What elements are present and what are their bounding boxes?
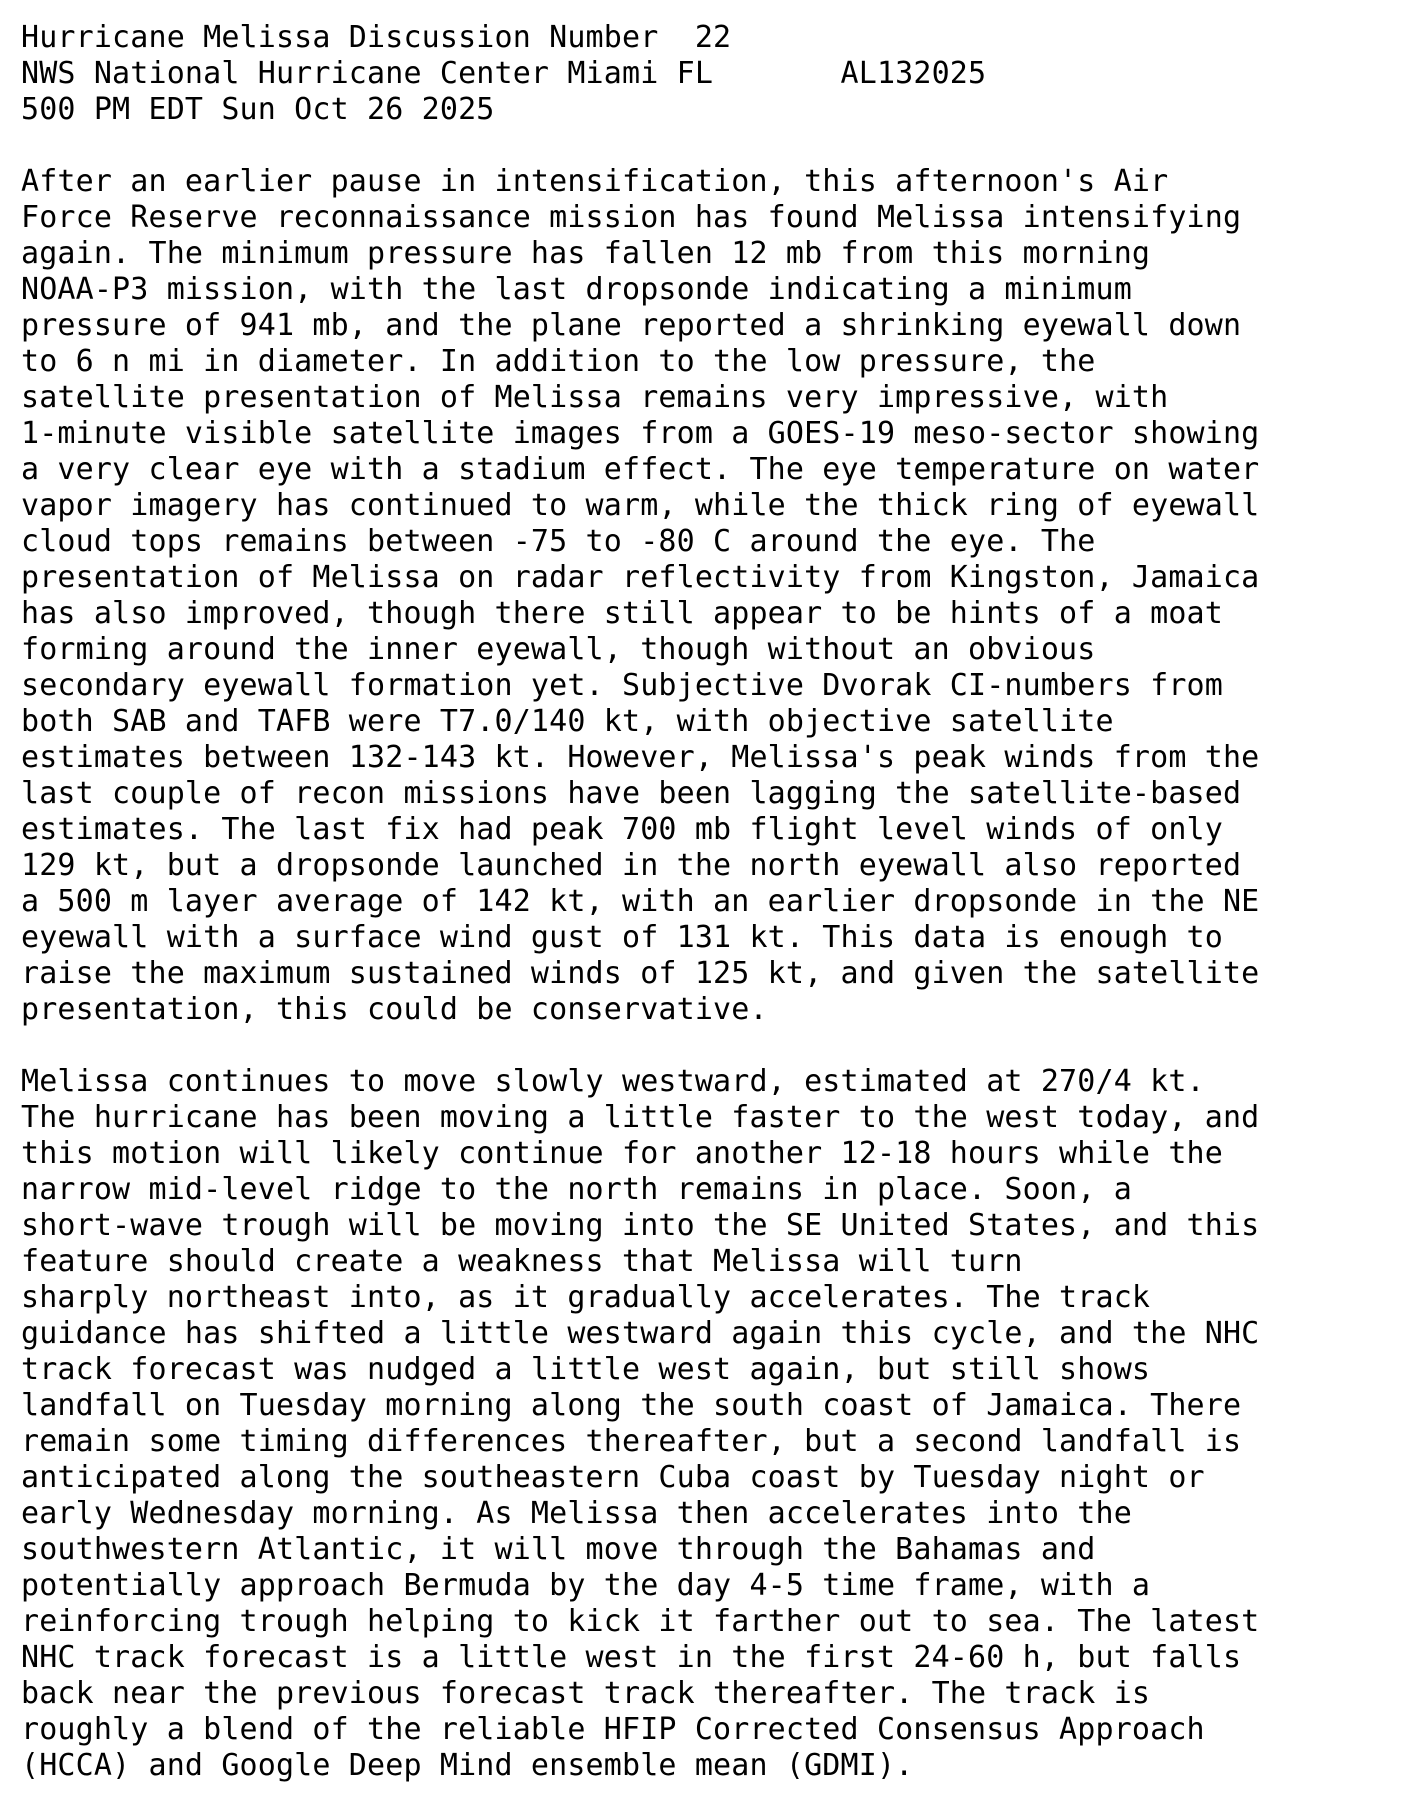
- text-line: narrow mid-level ridge to the north remains in place. Soon, a: [21, 1172, 1132, 1207]
- text-line: Melissa continues to move slowly westward, estimated at 270/4 kt.: [21, 1064, 1205, 1099]
- text-line: feature should create a weakness that Melissa will turn: [21, 1244, 1023, 1279]
- paragraph-gap: [21, 128, 1391, 164]
- text-line: track forecast was nudged a little west again, but still shows: [21, 1352, 1151, 1387]
- text-line: cloud tops remains between -75 to -80 C around the eye. The: [21, 524, 1096, 559]
- text-line: pressure of 941 mb, and the plane reported a shrinking eyewall down: [21, 308, 1242, 343]
- paragraph-gap: [21, 1028, 1391, 1064]
- text-line: short-wave trough will be moving into the SE United States, and this: [21, 1208, 1260, 1243]
- text-line: reinforcing trough helping to kick it farther out to sea. The latest: [21, 1604, 1260, 1639]
- text-line: presentation of Melissa on radar reflectivity from Kingston, Jamaica: [21, 560, 1260, 595]
- discussion-document: [21, 20, 1391, 1784]
- text-line: After an earlier pause in intensification, this afternoon's Air: [21, 164, 1169, 199]
- text-line: NOAA-P3 mission, with the last dropsonde indicating a minimum: [21, 272, 1132, 307]
- text-line: Force Reserve reconnaissance mission has found Melissa intensifying: [21, 200, 1242, 235]
- text-line: a 500 m layer average of 142 kt, with an earlier dropsonde in the NE: [21, 884, 1260, 919]
- text-line: guidance has shifted a little westward again this cycle, and the NHC: [21, 1316, 1260, 1351]
- text-line: anticipated along the southeastern Cuba coast by Tuesday night or: [21, 1460, 1205, 1495]
- text-line: last couple of recon missions have been lagging the satellite-based: [21, 776, 1242, 811]
- header-block: [21, 20, 1391, 128]
- text-line: raise the maximum sustained winds of 125 kt, and given the satellite: [21, 956, 1260, 991]
- text-line: roughly a blend of the reliable HFIP Corrected Consensus Approach: [21, 1712, 1205, 1747]
- text-line: early Wednesday morning. As Melissa then accelerates into the: [21, 1496, 1132, 1531]
- text-line: to 6 n mi in diameter. In addition to the low pressure, the: [21, 344, 1096, 379]
- text-line: both SAB and TAFB were T7.0/140 kt, with objective satellite: [21, 704, 1114, 739]
- text-line: estimates between 132-143 kt. However, Melissa's peak winds from the: [21, 740, 1260, 775]
- text-line: southwestern Atlantic, it will move through the Bahamas and: [21, 1532, 1096, 1567]
- text-line: potentially approach Bermuda by the day 4-5 time frame, with a: [21, 1568, 1151, 1603]
- discussion-title: Hurricane Melissa Discussion Number 22: [21, 20, 732, 55]
- text-line: has also improved, though there still appear to be hints of a moat: [21, 596, 1223, 631]
- text-line: satellite presentation of Melissa remains very impressive, with: [21, 380, 1169, 415]
- text-line: landfall on Tuesday morning along the south coast of Jamaica. There: [21, 1388, 1242, 1423]
- text-line: sharply northeast into, as it gradually accelerates. The track: [21, 1280, 1151, 1315]
- text-line: NHC track forecast is a little west in the first 24-60 h, but falls: [21, 1640, 1242, 1675]
- paragraph-intensity: [21, 164, 1391, 1028]
- office-line: NWS National Hurricane Center Miami FL AL132025: [21, 56, 987, 91]
- text-line: back near the previous forecast track thereafter. The track is: [21, 1676, 1151, 1711]
- text-line: eyewall with a surface wind gust of 131 kt. This data is enough to: [21, 920, 1223, 955]
- issue-time: 500 PM EDT Sun Oct 26 2025: [21, 92, 495, 127]
- text-line: again. The minimum pressure has fallen 12 mb from this morning: [21, 236, 1151, 271]
- text-line: estimates. The last fix had peak 700 mb flight level winds of only: [21, 812, 1223, 847]
- text-line: secondary eyewall formation yet. Subjective Dvorak CI-numbers from: [21, 668, 1223, 703]
- text-line: 129 kt, but a dropsonde launched in the north eyewall also reported: [21, 848, 1242, 883]
- text-line: a very clear eye with a stadium effect. The eye temperature on water: [21, 452, 1260, 487]
- text-line: presentation, this could be conservative.: [21, 992, 768, 1027]
- text-line: forming around the inner eyewall, though without an obvious: [21, 632, 1096, 667]
- text-line: (HCCA) and Google Deep Mind ensemble mean (GDMI).: [21, 1748, 914, 1783]
- text-line: this motion will likely continue for another 12-18 hours while the: [21, 1136, 1223, 1171]
- paragraph-track: [21, 1064, 1391, 1784]
- text-line: The hurricane has been moving a little faster to the west today, and: [21, 1100, 1260, 1135]
- text-line: remain some timing differences thereafter, but a second landfall is: [21, 1424, 1242, 1459]
- text-line: vapor imagery has continued to warm, while the thick ring of eyewall: [21, 488, 1260, 523]
- text-line: 1-minute visible satellite images from a GOES-19 meso-sector showing: [21, 416, 1260, 451]
